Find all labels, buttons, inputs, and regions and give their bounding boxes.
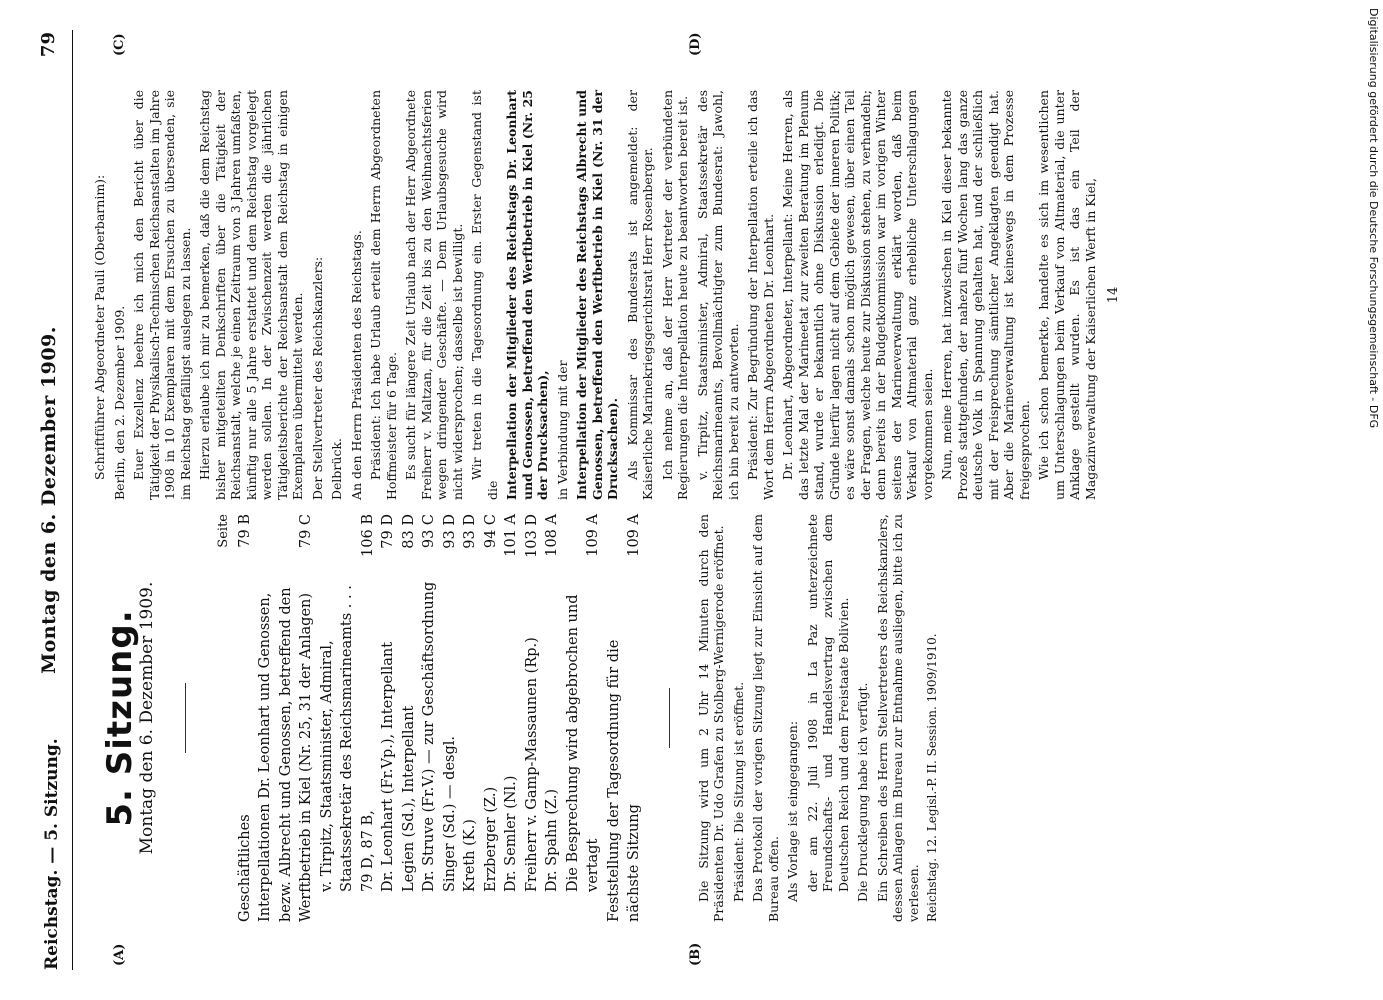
proceedings-left: [696, 514, 941, 922]
margin-letter-b: (B): [688, 942, 703, 966]
toc-row: Kreth (K.) 93 D: [462, 514, 479, 892]
toc-row: Singer (Sd.) — desgl. 93 D: [441, 514, 458, 892]
toc-row: Freiherr v. Gamp-Massaunen (Rp.) 103 D: [523, 514, 540, 892]
session-date: Montag den 6. Dezember 1909.: [136, 581, 157, 855]
margin-letter-d: (D): [688, 32, 703, 56]
header-date: Montag den 6. Dezember 1909.: [38, 326, 60, 674]
digitization-credit: Digitalisierung gefördert durch die Deutsche Forschungsgemeinschaft - DFG: [1367, 8, 1380, 429]
divider: [185, 683, 186, 753]
paragraph: Dr. Leonhart, Abgeordneter, Interpellant: Meine Herren, als das letzte Mal der Marineetat zur zweiten Beratung im Plenum stand, wurde er bekanntlich ohne Diskussion erledigt. Die Gründe hierfür lagen nicht auf dem Gebiete der inneren Politik; es wäre sonst damals schon möglich gewesen, über einen Teil der Fragen, welche heute zur Diskussion stehen, zu verhandeln; denn bereits in der Budgetkommission war im vorigen Winter seitens der Marineverwaltung erklärt worden, daß beim Verkauf von Altmaterial ganz erhebliche Unterschlagungen vorgekommen seien.: [780, 90, 935, 500]
toc-row: v. Tirpitz, Staatsminister, Admiral, Staatssekretär des Reichsmarineamts . . . 79 D, 87 B, 106 B: [318, 514, 376, 892]
signature: Delbrück.: [329, 438, 344, 500]
toc-row: Dr. Leonhart (Fr.Vp.), Interpellant 79 D: [380, 514, 397, 892]
paragraph: Wir treten in die Tagesordnung ein. Erster Gegenstand ist die: [469, 90, 500, 500]
paragraph: Ein Schreiben des Herrn Stellvertreters des Reichskanzlers, dessen Anlagen im Bureau zur Entnahme ausliegen, bitte ich zu verlesen.: [874, 514, 921, 922]
toc-row: Geschäftliches 79 B: [236, 514, 253, 922]
divider: [669, 688, 670, 748]
paragraph: Nun, meine Herren, hat inzwischen in Kiel dieser bekannte Prozeß stattgefunden, der nahezu fünf Wochen lang das ganze deutsche Volk in Spannung gehalten hat, und der schließlich mit der Freisprechung sämtlicher Angeklagten geendigt hat. Aber die Marineverwaltung ist keineswegs in dem Prozesse freigesprochen.: [939, 90, 1032, 500]
paragraph: v. Tirpitz, Staatsminister, Admiral, Staatssekretär des Reichsmarineamts, Bevollmächtigter zum Bundesrat: Jawohl, ich bin bereit zu antworten.: [694, 90, 741, 500]
paragraph: Präsident: Ich habe Urlaub erteilt dem Herrn Abgeordneten Hoffmeister für 6 Tage.: [368, 90, 399, 500]
header-rule: [72, 30, 73, 970]
paragraph: Interpellation der Mitglieder des Reichstags Dr. Leonhart und Genossen, betreffend den Werftbetrieb in Kiel (Nr. 25 der Drucksachen),: [504, 90, 550, 500]
paragraph: Als Kommissar des Bundesrats ist angemeldet: der Kaiserliche Marinekriegsgerichtsrat Herr Rosenberger.: [624, 90, 655, 500]
left-column: [92, 514, 941, 922]
opening-paragraph: Die Sitzung wird um 2 Uhr 14 Minuten durch den Präsidenten Dr. Udo Grafen zu Stolberg-Wernigerode eröffnet.: [695, 514, 727, 922]
paragraph: Wie ich schon bemerkte, handelte es sich im wesentlichen um Unterschlagungen beim Verkauf von Altmaterial, die unter Anklage gestellt wurden. Es ist das ein Teil der Magazinverwaltung der Kaiserlichen Werft in Kiel,: [1036, 90, 1098, 500]
paragraph: Es sucht für längere Zeit Urlaub nach der Herr Abgeordnete Freiherr v. Maltzan, für die Zeit bis zu den Weihnachtsferien wegen dringender Geschäfte. — Dem Urlaubsgesuche wird nicht widersprochen; dasselbe ist bewilligt.: [403, 90, 465, 500]
running-header: [0, 0, 100, 1000]
toc-row: Erzberger (Z.) 94 C: [482, 514, 499, 892]
paragraph: Präsident: Zur Begründung der Interpellation erteile ich das Wort dem Herrn Abgeordneten Dr. Leonhart.: [745, 90, 776, 500]
header-left: Reichstag. — 5. Sitzung.: [42, 738, 62, 970]
toc-row: Interpellationen Dr. Leonhart und Genossen, bezw. Albrecht und Genossen, betreffend den Werftbetrieb in Kiel (Nr. 25, 31 der Anlagen) 79 C: [257, 514, 315, 922]
footer-line: Reichstag. 12. Legisl.-P. II. Session. 1909/1910.: [925, 633, 940, 922]
margin-letter-c: (C): [112, 33, 127, 56]
paragraph: Das Protokoll der vorigen Sitzung liegt zur Einsicht auf dem Bureau offen.: [750, 514, 781, 922]
paragraph: Schriftführer Abgeordneter Pauli (Oberbarnim):: [92, 174, 107, 480]
margin-letter-a: (A): [112, 943, 127, 966]
paragraph: Präsident: Die Sitzung ist eröffnet.: [730, 681, 746, 902]
right-column: [92, 90, 1122, 500]
paragraph: Die Drucklegung habe ich verfügt.: [855, 682, 871, 902]
paragraph: Der Stellvertreter des Reichskanzlers:: [309, 256, 325, 500]
page-signature: 14: [1106, 286, 1121, 304]
paragraph: der am 22. Juli 1908 in La Paz unterzeichnete Freundschafts- und Handelsvertrag zwischen dem Deutschen Reich und dem Freistaate Bolivien.: [804, 514, 851, 892]
paragraph: in Verbindung mit der: [554, 360, 570, 500]
page-number: 79: [38, 32, 59, 58]
dfg-credit: [1366, 8, 1382, 588]
seite-label: Seite: [216, 514, 232, 548]
toc-row: Legien (Sd.), Interpellant 83 D: [400, 514, 417, 892]
paragraph: Als Vorlage ist eingegangen:: [785, 720, 801, 902]
paragraph: An den Herrn Präsidenten des Reichstags.: [348, 230, 364, 500]
paragraph: Berlin, den 2. Dezember 1909.: [111, 305, 127, 500]
paragraph: Euer Exzellenz beehre ich mich den Bericht über die Tätigkeit der Physikalisch-Technischen Reichsanstalten im Jahre 1908 in 10 Exemplaren mit dem Ersuchen zu übersenden, sie im Reichstag gefälligst auslegen zu lassen.: [131, 90, 193, 500]
session-title: 5. Sitzung.: [100, 609, 140, 827]
paragraph: Interpellation der Mitglieder des Reichstags Albrecht und Genossen, betreffend den Werftbetrieb in Kiel (Nr. 31 der Drucksachen).: [574, 90, 620, 500]
toc-row: Dr. Struve (Fr.V.) — zur Geschäftsordnung 93 C: [421, 514, 438, 892]
toc-row: Die Besprechung wird abgebrochen und vertagt 109 A: [564, 514, 602, 892]
toc-row: Dr. Spahn (Z.) 108 A: [544, 514, 561, 892]
toc-row: Feststellung der Tagesordnung für die nächste Sitzung 109 A: [605, 514, 643, 922]
paragraph: Hierzu erlaube ich mir zu bemerken, daß die dem Reichstag bisher mitgeteilten Denkschriften über die Tätigkeit der Reichsanstalt, welche je einen Zeitraum von 3 Jahren umfaßten, künftig nur alle 5 Jahre erstattet und dem Reichstag vorgelegt werden sollen. In der Zwischenzeit werden die jährlichen Tätigkeitsberichte der Reichsanstalt dem Reichstag in einigen Exemplaren übermittelt werden.: [197, 90, 305, 500]
toc-row: Dr. Semler (Nl.) 101 A: [503, 514, 520, 892]
paragraph: Ich nehme an, daß der Herr Vertreter der verbündeten Regierungen die Interpellation heute zu beantworten bereit ist.: [659, 90, 690, 500]
